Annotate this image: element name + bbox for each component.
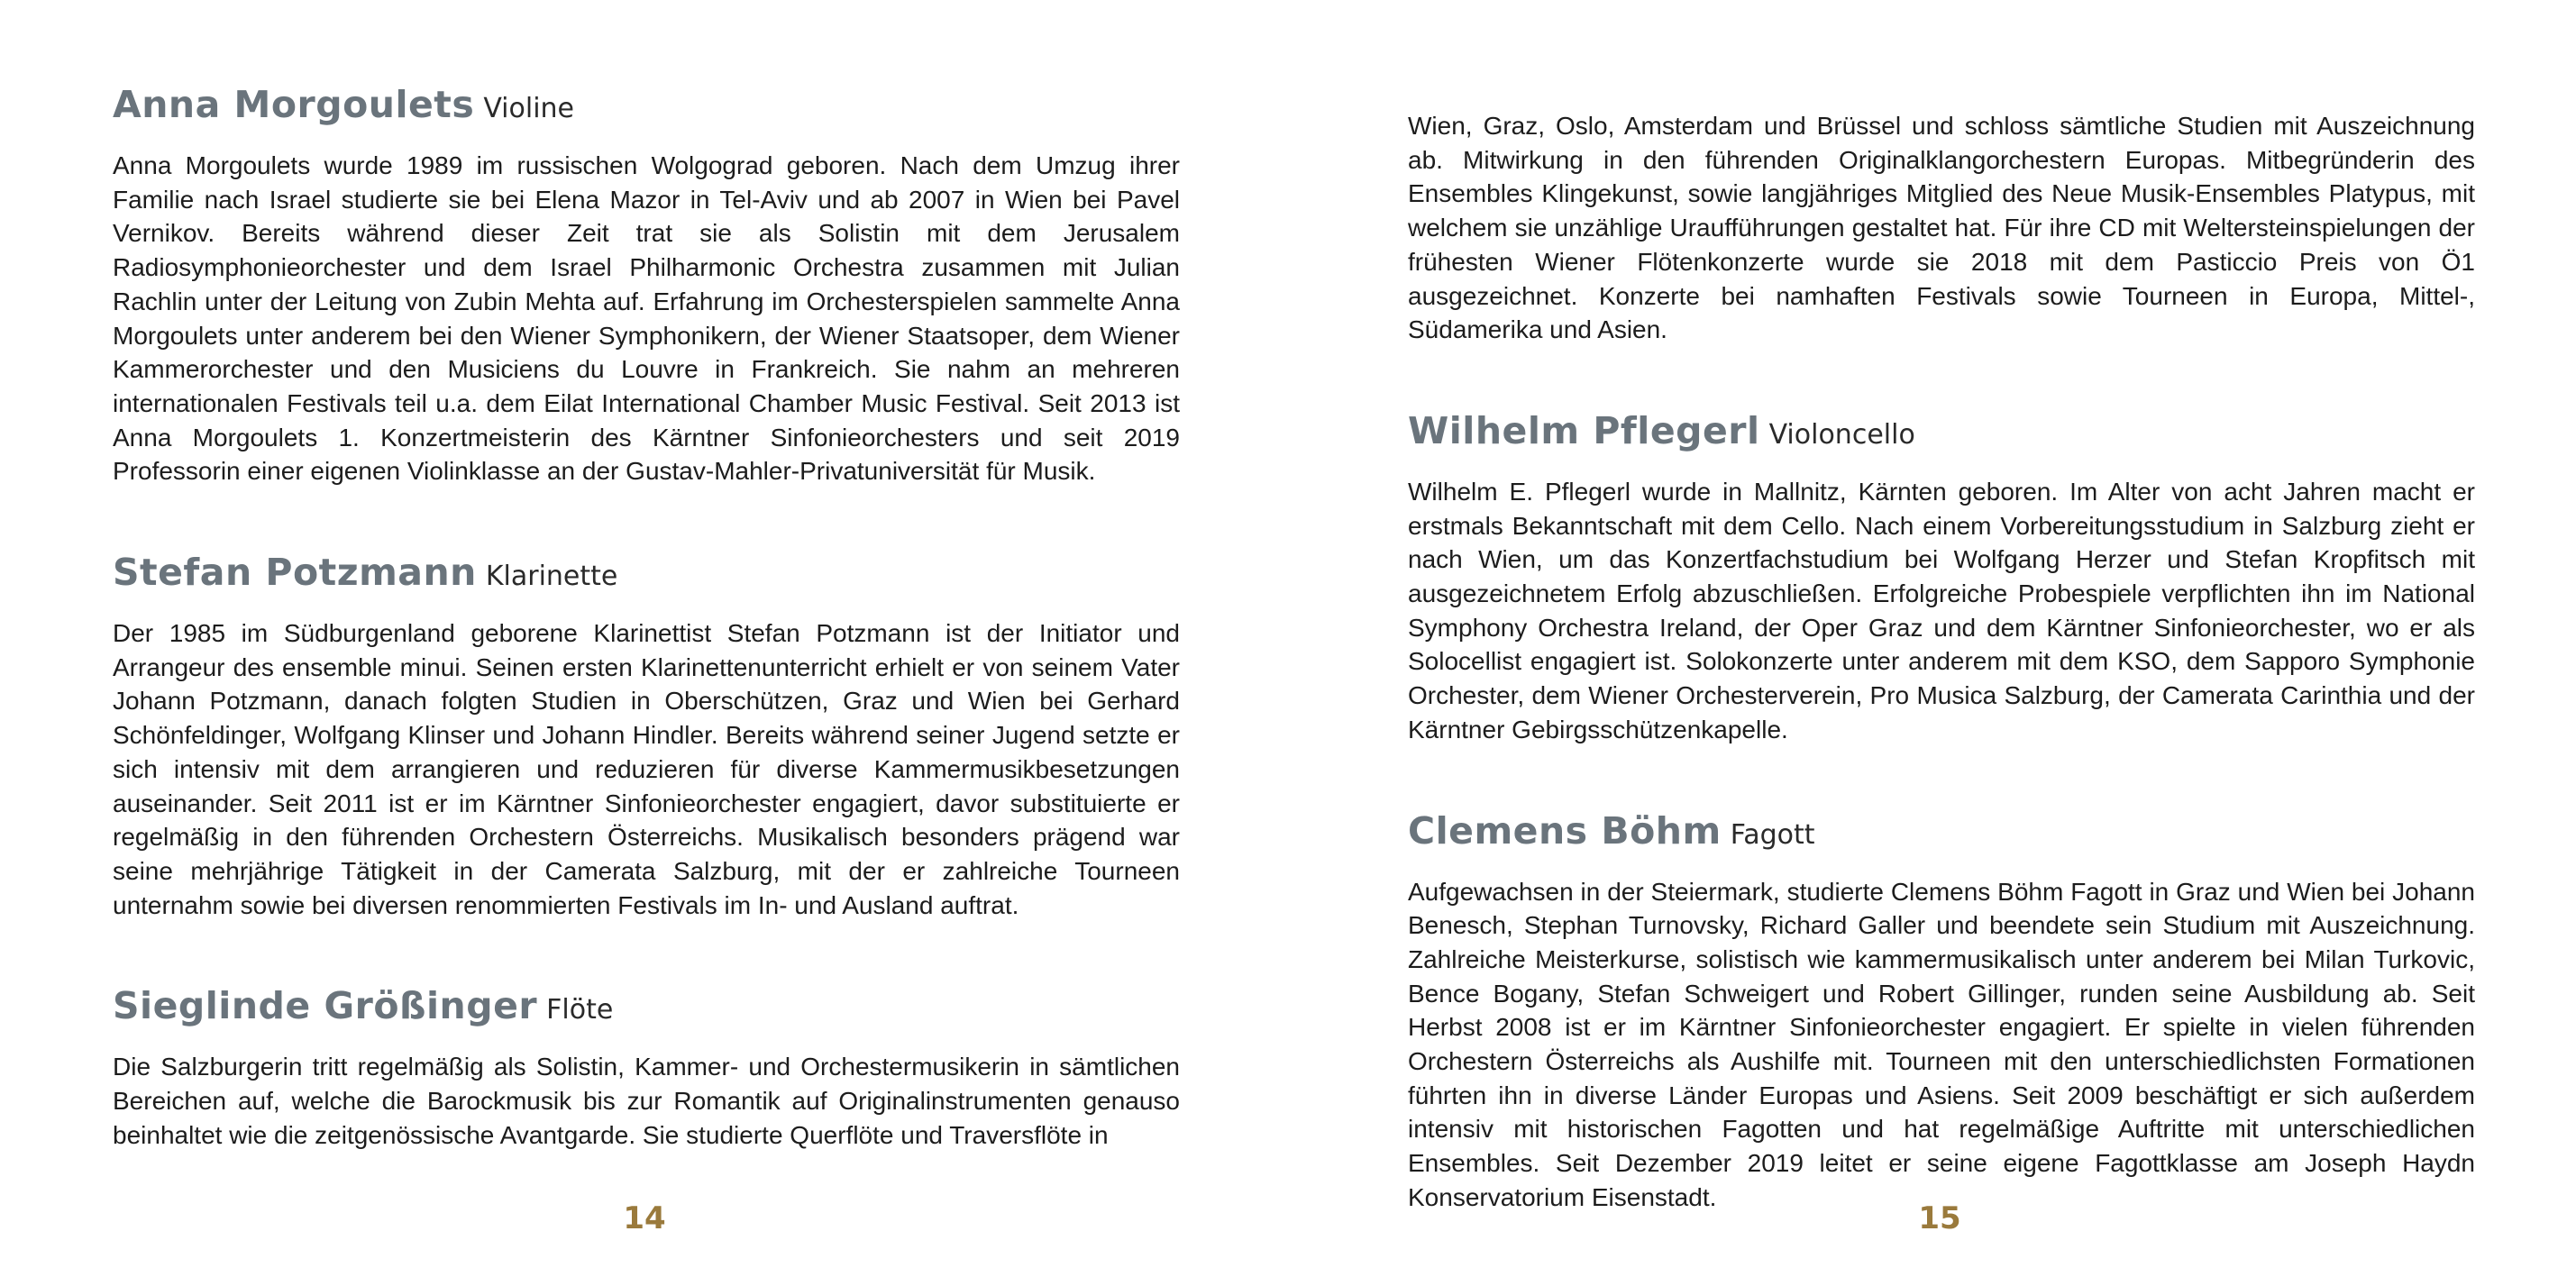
- bio-heading: [1408, 406, 2475, 462]
- page-number: 14: [623, 1200, 666, 1236]
- musician-name: Sieglinde Größinger: [113, 984, 538, 1028]
- instrument-label: Violine: [483, 93, 575, 124]
- instrument-label: Klarinette: [485, 561, 618, 593]
- bio-text: Der 1985 im Südburgenland geborene Klarinettist Stefan Potzmann ist der Initiator und Arrangeur des ensemble minui. Seinen ersten Klarinettenunterricht erhielt er von seinem Vater Johann Potzmann, danach folgten Studien in Oberschützen, Graz und Wien bei Gerhard Schönfeldinger, Wolfgang Klinser und Johann Hindler. Bereits während seiner Jugend setzte er sich intensiv mit dem arrangieren und reduzieren für diverse Kammermusikbesetzungen auseinander. Seit 2011 ist er im Kärntner Sinfonieorchester engagiert, davor substituierte er regelmäßig in den führenden Orchestern Österreichs. Musikalisch besonders prägend war seine mehrjährige Tätigkeit in der Camerata Salzburg, mit der er zahlreiche Tourneen unternahm sowie bei diversen renommierten Festivals im In- und Ausland auftrat.: [113, 619, 1180, 919]
- bio-anna-morgoulets: [113, 79, 1180, 488]
- page-number: 15: [1918, 1200, 1961, 1236]
- instrument-label: Flöte: [546, 994, 614, 1026]
- right-column: [1408, 109, 2475, 1273]
- page-right: [1288, 0, 2576, 1277]
- musician-name: Stefan Potzmann: [113, 551, 477, 595]
- bio-text: Wilhelm E. Pflegerl wurde in Mallnitz, Kärnten geboren. Im Alter von acht Jahren macht er erstmals Bekanntschaft mit dem Cello. Nach einem Vorbereitungsstudium in Salzburg zieht er nach Wien, um das Konzertfachstudium bei Wolfgang Herzer und Stefan Kropfitsch mit ausgezeichnetem Erfolg abzuschließen. Erfolgreiche Probespiele verpflichten ihn im National Symphony Orchestra Ireland, der Oper Graz und dem Kärntner Sinfonieorchester, wo er als Solocellist engagiert ist. Solokonzerte unter anderem mit dem KSO, dem Sapporo Symphonie Orchester, dem Wiener Orchesterverein, Pro Musica Salzburg, der Camerata Carinthia und der Kärntner Gebirgsschützenkapelle.: [1408, 477, 2475, 743]
- left-column: [113, 79, 1180, 1210]
- instrument-label: Violoncello: [1768, 418, 1915, 451]
- instrument-label: Fagott: [1730, 818, 1815, 851]
- bio-sieglinde-groessinger: [113, 981, 1180, 1152]
- bio-heading: [1408, 806, 2475, 862]
- bio-clemens-boehm: [1408, 806, 2475, 1215]
- musician-name: Wilhelm Pflegerl: [1408, 408, 1760, 452]
- bio-text: Die Salzburgerin tritt regelmäßig als Solistin, Kammer- und Orchestermusikerin in sämtlichen Bereichen auf, welche die Barockmusik bis zur Romantik auf Originalinstrumenten genauso beinhaltet wie die zeitgenössische Avantgarde. Sie studierte Querflöte und Traversflöte in: [113, 1053, 1180, 1149]
- bio-continuation: [1408, 109, 2475, 347]
- bio-text: Aufgewachsen in der Steiermark, studierte Clemens Böhm Fagott in Graz und Wien bei Johann Benesch, Stephan Turnovsky, Richard Galler und beendete sein Studium mit Auszeichnung. Zahlreiche Meisterkurse, solistisch wie kammermusikalisch unter anderem bei Milan Turkovic, Bence Bogany, Stefan Schweigert und Robert Gillinger, runden seine Ausbildung ab. Seit Herbst 2008 ist er im Kärntner Sinfonieorchester engagiert. Er spielte in vielen führenden Orchestern Österreichs als Aushilfe mit. Tourneen mit den unterschiedlichsten Formationen führten ihn in diverse Länder Europas und Asiens. Seit 2009 beschäftigt er sich außerdem intensiv mit historischen Fagotten und hat regelmäßige Auftritte mit unterschiedlichen Ensembles. Seit Dezember 2019 leitet er seine eigene Fagottklasse am Joseph Haydn Konservatorium Eisenstadt.: [1408, 877, 2475, 1211]
- bio-stefan-potzmann: [113, 547, 1180, 922]
- bio-text: Anna Morgoulets wurde 1989 im russischen Wolgograd geboren. Nach dem Umzug ihrer Familie nach Israel studierte sie bei Elena Mazor in Tel-Aviv und ab 2007 in Wien bei Pavel Vernikov. Bereits während dieser Zeit trat sie als Solistin mit dem Jerusalem Radiosymphonieorchester und dem Israel Philharmonic Orchestra zusammen mit Julian Rachlin unter der Leitung von Zubin Mehta auf. Erfahrung im Orchesterspielen sammelte Anna Morgoulets unter anderem bei den Wiener Symphonikern, der Wiener Staatsoper, dem Wiener Kammerorchester und den Musiciens du Louvre in Frankreich. Sie nahm an mehreren internationalen Festivals teil u.a. dem Eilat International Chamber Music Festival. Seit 2013 ist Anna Morgoulets 1. Konzertmeisterin des Kärntner Sinfonieorchesters und seit 2019 Professorin einer eigenen Violinklasse an der Gustav-Mahler-Privatuniversität für Musik.: [113, 151, 1180, 486]
- musician-name: Clemens Böhm: [1408, 808, 1722, 853]
- musician-name: Anna Morgoulets: [113, 83, 475, 126]
- bio-heading: [113, 981, 1180, 1037]
- bio-text-continued: Wien, Graz, Oslo, Amsterdam und Brüssel und schloss sämtliche Studien mit Auszeichnung ab. Mitwirkung in den führenden Originalklangorchestern Europas. Mitbegründerin des Ensembles Klingekunst, sowie langjähriges Mitglied des Neue Musik-Ensembles Platypus, mit welchem sie unzählige Uraufführungen gestaltet hat. Für ihre CD mit Weltersteinspielungen der frühesten Wiener Flötenkonzerte wurde sie 2018 mit dem Pasticcio Preis von Ö1 ausgezeichnet. Konzerte bei namhaften Festivals sowie Tourneen in Europa, Mittel-, Südamerika und Asien.: [1408, 112, 2475, 344]
- bio-heading: [113, 547, 1180, 604]
- bio-wilhelm-pflegerl: [1408, 406, 2475, 747]
- bio-heading: [113, 79, 1180, 136]
